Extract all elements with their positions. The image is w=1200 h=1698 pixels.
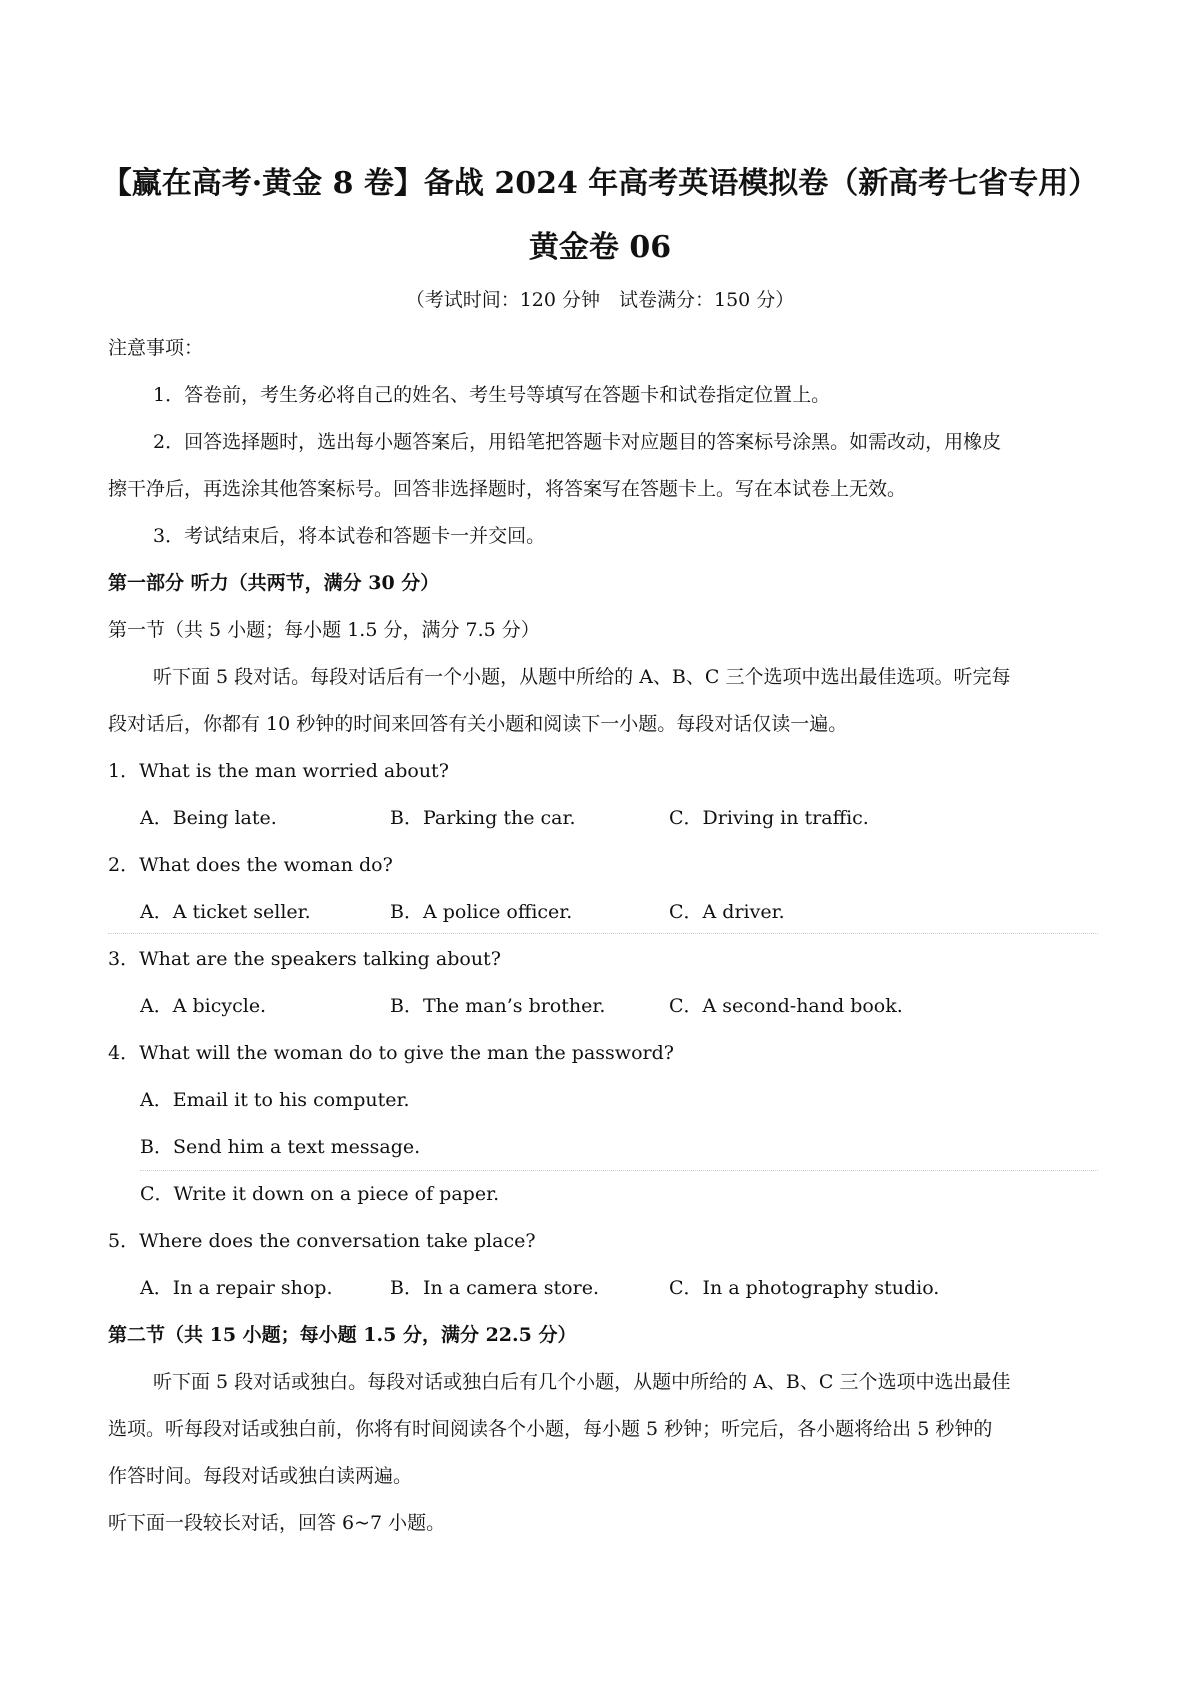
section2-heading: 第二节（共 15 小题；每小题 1.5 分，满分 22.5 分） [108,1324,577,1346]
question-2-option-a: A．A ticket seller. [140,901,311,923]
question-4-option-c: C．Write it down on a piece of paper. [140,1183,500,1205]
dotted-divider [108,933,1098,934]
notice-item-2-line-2: 擦干净后，再选涂其他答案标号。回答非选择题时，将答案写在答题卡上。写在本试卷上无效。 [108,478,907,500]
question-1-option-c: C．Driving in traffic. [669,807,869,829]
exam-subtitle: 黄金卷 06 [528,230,672,265]
section1-instructions-line-2: 段对话后，你都有 10 秒钟的时间来回答有关小题和阅读下一小题。每段对话仅读一遍。 [108,713,848,735]
question-2: 2．What does the woman do? [108,854,393,876]
exam-info: （考试时间：120 分钟 试卷满分：150 分） [405,289,795,311]
section2-instructions-line-3: 作答时间。每段对话或独白读两遍。 [108,1465,413,1487]
question-3-option-c: C．A second-hand book. [669,995,903,1017]
question-2-option-b: B．A police officer. [390,901,573,923]
notice-heading: 注意事项： [108,337,204,359]
exam-title: 【赢在高考·黄金 8 卷】备战 2024 年高考英语模拟卷（新高考七省专用） [101,166,1099,201]
question-3-option-a: A．A bicycle. [140,995,267,1017]
question-1: 1．What is the man worried about? [108,760,449,782]
section2-instructions-line-1: 听下面 5 段对话或独白。每段对话或独白后有几个小题，从题中所给的 A、B、C 三个选项中选出最佳 [153,1371,1011,1393]
question-4: 4．What will the woman do to give the man the password? [108,1042,674,1064]
question-5-option-c: C．In a photography studio. [669,1277,940,1299]
dialogue-instruction: 听下面一段较长对话，回答 6~7 小题。 [108,1512,446,1534]
question-5: 5．Where does the conversation take place? [108,1230,536,1252]
section1-heading: 第一节（共 5 小题；每小题 1.5 分，满分 7.5 分） [108,619,540,641]
section2-instructions-line-2: 选项。听每段对话或独白前，你将有时间阅读各个小题，每小题 5 秒钟；听完后，各小题将给出 5 秒钟的 [108,1418,993,1440]
question-4-option-b: B．Send him a text message. [140,1136,421,1158]
part1-heading: 第一部分 听力（共两节，满分 30 分） [108,572,440,594]
question-1-option-a: A．Being late. [140,807,277,829]
notice-item-1: 1．答卷前，考生务必将自己的姓名、考生号等填写在答题卡和试卷指定位置上。 [153,384,831,406]
question-5-option-b: B．In a camera store. [390,1277,599,1299]
question-5-option-a: A．In a repair shop. [140,1277,333,1299]
notice-item-3: 3．考试结束后，将本试卷和答题卡一并交回。 [153,525,546,547]
notice-item-2-line-1: 2．回答选择题时，选出每小题答案后，用铅笔把答题卡对应题目的答案标号涂黑。如需改动，用橡皮 [153,431,1002,453]
question-2-option-c: C．A driver. [669,901,785,923]
section1-instructions-line-1: 听下面 5 段对话。每段对话后有一个小题，从题中所给的 A、B、C 三个选项中选出最佳选项。听完每 [153,666,1011,688]
question-1-option-b: B．Parking the car. [390,807,576,829]
question-3-option-b: B．The man’s brother. [390,995,606,1017]
question-4-option-a: A．Email it to his computer. [140,1089,410,1111]
question-3: 3．What are the speakers talking about? [108,948,501,970]
dotted-divider [140,1170,1098,1171]
